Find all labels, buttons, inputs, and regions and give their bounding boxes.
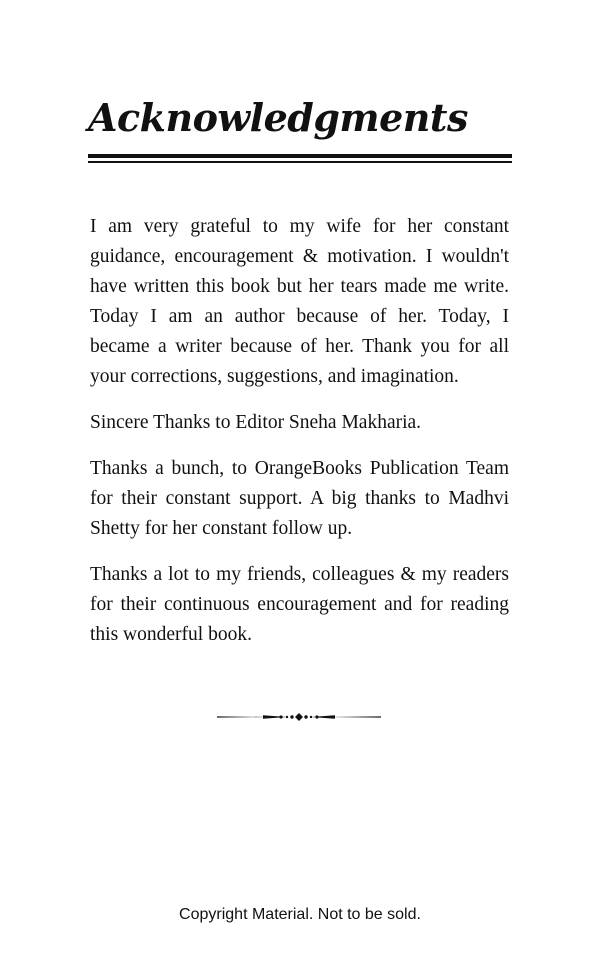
- paragraph-friends: Thanks a lot to my friends, colleagues & my readers for their continuous encouragement and for reading this wonderful book.: [90, 564, 509, 645]
- page-title: Acknowledgments: [88, 95, 468, 140]
- acknowledgments-body: [90, 212, 509, 666]
- title-rule-thick: [88, 154, 512, 158]
- paragraph-wife: I am very grateful to my wife for her constant guidance, encouragement & motivation. I wouldn't have written this book but her tears made me write. Today I am an author because of her. Today, I became a writer because of her. Thank you for all your corrections, suggestions, and imagination.: [90, 216, 509, 387]
- decorative-divider-icon: [215, 709, 383, 725]
- paragraph-editor: Sincere Thanks to Editor Sneha Makharia.: [90, 412, 422, 433]
- paragraph-publisher: Thanks a bunch, to OrangeBooks Publication Team for their constant support. A big thanks to Madhvi Shetty for her constant follow up.: [90, 458, 509, 539]
- title-rule-thin: [88, 161, 512, 163]
- copyright-notice: Copyright Material. Not to be sold.: [179, 906, 421, 923]
